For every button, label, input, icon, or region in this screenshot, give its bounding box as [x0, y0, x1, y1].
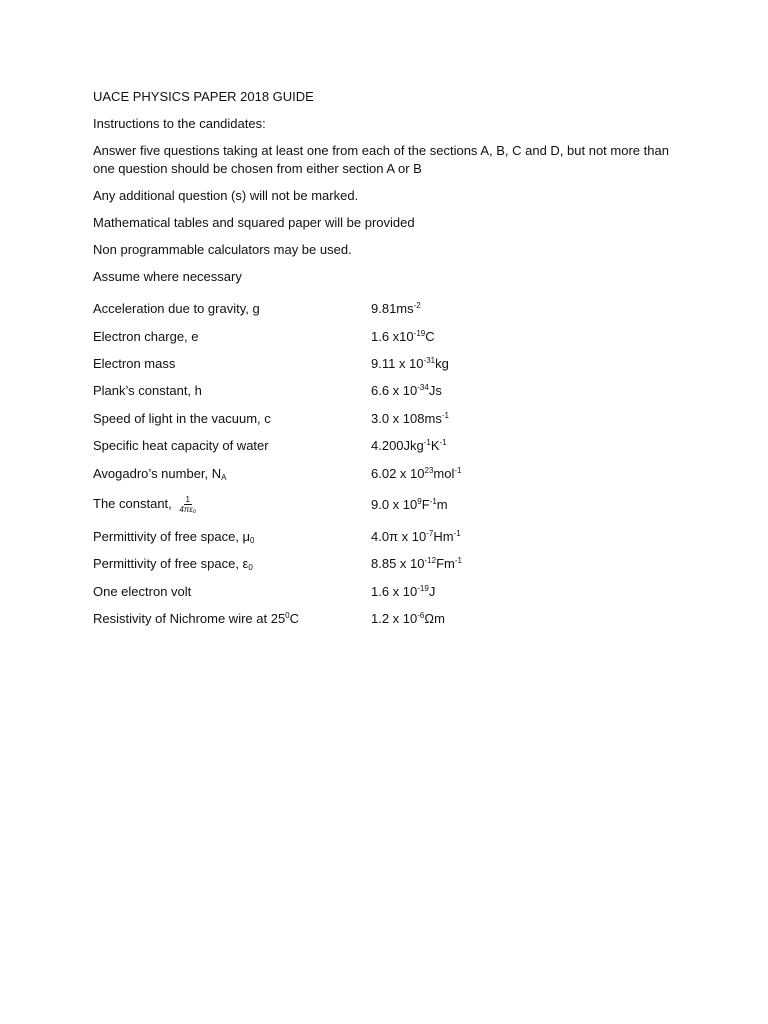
- constants-table: [93, 295, 683, 632]
- constant-row: [93, 405, 683, 432]
- constant-row: [93, 432, 683, 459]
- constant-row: [93, 578, 683, 605]
- instructions-heading: Instructions to the candidates:: [93, 116, 266, 131]
- constant-row: [93, 350, 683, 377]
- constant-row: [93, 459, 683, 486]
- constant-label: Permittivity of free space, $\mu_0$: [93, 528, 255, 545]
- constant-label: Plank’s constant, h: [93, 383, 202, 399]
- constant-value: 6.6 x $10^{-34}Js$: [371, 383, 442, 399]
- constant-label: One electron volt: [93, 583, 192, 599]
- constant-row: [93, 605, 683, 632]
- constant-value: 1.6 $x10^{-19}C$: [371, 328, 435, 344]
- constant-label: Avogadro’s number, $N_A$: [93, 465, 227, 482]
- document-page: [93, 88, 683, 632]
- assume-heading: Assume where necessary: [93, 269, 242, 284]
- constant-label: Speed of light in the vacuum, c: [93, 410, 271, 426]
- document-title: UACE PHYSICS PAPER 2018 GUIDE: [93, 89, 314, 104]
- constant-row: [93, 295, 683, 322]
- constant-value: 1.2 x $10^{-6}\Omega m$: [371, 611, 445, 627]
- constant-value: $4.200Jkg^{-1}K^{-1}$: [371, 438, 447, 454]
- constant-value: 4.0π x $10^{-7}Hm^{-1}$: [371, 528, 461, 544]
- fraction: $\frac{1}{\text{4πε₀}}$: [179, 495, 197, 515]
- constant-row: [93, 550, 683, 577]
- instruction-calculators: Non programmable calculators may be used.: [93, 242, 352, 257]
- instruction-additional: Any additional question (s) will not be marked.: [93, 188, 359, 203]
- constant-row: [93, 322, 683, 349]
- constant-label: Resistivity of Nichrome wire at $25^0C$: [93, 611, 300, 627]
- constant-label: Electron charge, e: [93, 328, 199, 344]
- instruction-answer: Answer five questions taking at least one from each of the sections A, B, C and D, but not more than one question should be chosen from either section A or B: [93, 143, 669, 176]
- constant-value: $9.81ms^{-2}$: [371, 301, 421, 317]
- constant-label: Permittivity of free space, $\varepsilon_0$: [93, 556, 253, 573]
- instruction-tables: Mathematical tables and squared paper will be provided: [93, 215, 415, 230]
- constant-value: 3.0 x $108ms^{-1}$: [371, 410, 449, 426]
- constant-value: 1.6 x $10^{-19}J$: [371, 583, 436, 599]
- constant-row: [93, 487, 683, 523]
- constant-value: 8.85 x $10^{-12}Fm^{-1}$: [371, 556, 462, 572]
- constant-row: [93, 523, 683, 550]
- constant-label: The constant, $\frac{1}{\text{4πε₀}}$: [93, 495, 197, 515]
- constant-row: [93, 377, 683, 404]
- constant-value: 9.11 x $10^{-31}kg$: [371, 355, 449, 371]
- constant-value: 6.02 x $10^{23}mol^{-1}$: [371, 465, 462, 481]
- constant-label: Electron mass: [93, 355, 176, 371]
- constant-value: 9.0 x $10^9F^{-1}m$: [371, 497, 448, 513]
- constant-label: Acceleration due to gravity, g: [93, 301, 260, 317]
- constant-label: Specific heat capacity of water: [93, 438, 269, 454]
